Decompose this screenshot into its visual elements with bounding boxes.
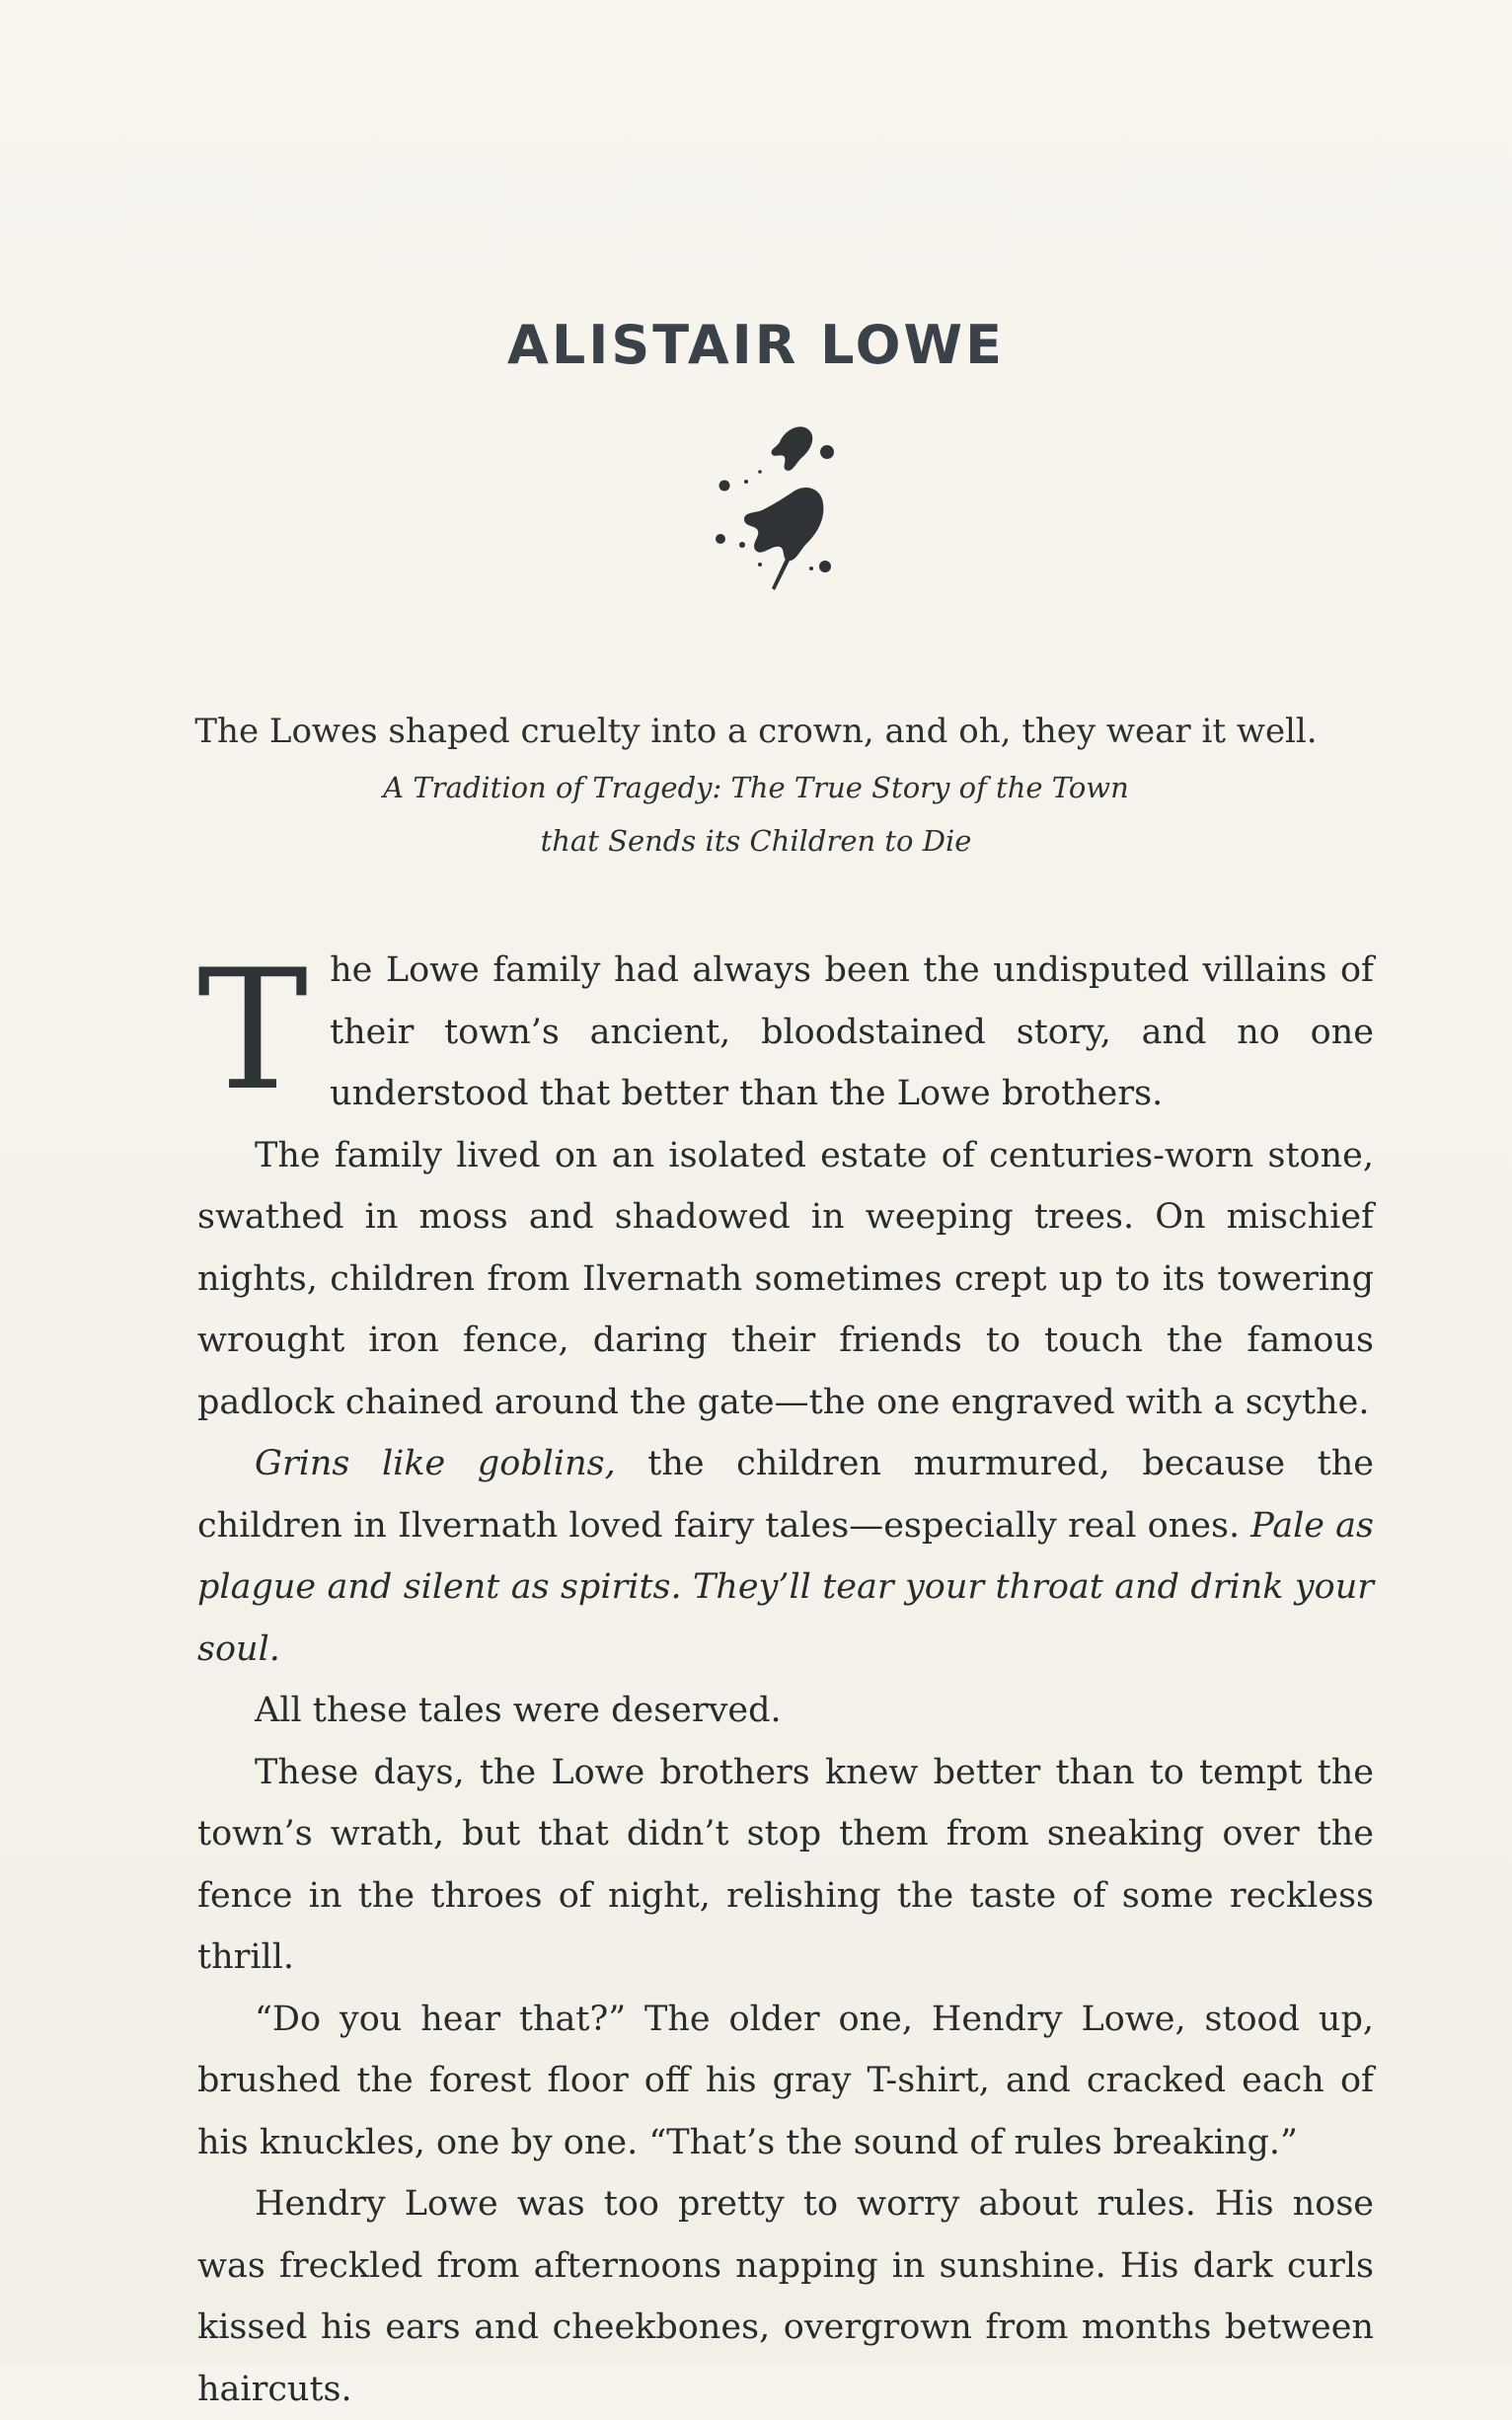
paragraph-3 (197, 1433, 1374, 1680)
ink-splatter-ornament (703, 415, 870, 602)
paragraph-1-text: he Lowe family had always been the undisputed villains of their town’s ancient, bloodstained story, and no one understood that better than the Lowe brothers. (330, 950, 1374, 1113)
chapter-body (197, 934, 1374, 2420)
paragraph-7: Hendry Lowe was too pretty to worry about rules. His nose was freckled from afternoons napping in sunshine. His dark curls kissed his ears and cheekbones, overgrown from months between haircuts. (197, 2184, 1374, 2409)
chapter-title: ALISTAIR LOWE (507, 314, 1005, 376)
paragraph-3-text: the children murmured, because the children in Ilvernath loved fairy tales—especially real ones. (197, 1444, 1374, 1546)
paragraph-2: The family lived on an isolated estate of centuries-worn stone, swathed in moss and shadowed in weeping trees. On mischief nights, children from Ilvernath sometimes crept up to its towering wrought iron fence, daring their friends to touch the famous padlock chained around the gate—the one engraved with a scythe. (197, 1135, 1374, 1422)
paragraph-4: All these tales were deserved. (255, 1691, 782, 1730)
paragraph-1 (197, 934, 1374, 1127)
epigraph-source-line-2: that Sends its Children to Die (540, 824, 972, 858)
paragraph-6: “Do you hear that?” The older one, Hendry Lowe, stood up, brushed the forest floor off his gray T-shirt, and cracked each of his knuckles, one by one. “That’s the sound of rules breaking.” (197, 1999, 1374, 2162)
epigraph (0, 706, 1512, 868)
epigraph-quote: The Lowes shaped cruelty into a crown, and oh, they wear it well. (194, 712, 1318, 751)
paragraph-3-italic-opening: Grins like goblins, (255, 1444, 616, 1483)
epigraph-source-line-1: A Tradition of Tragedy: The True Story of the Town (383, 771, 1129, 804)
paragraph-3-italic-closing: Pale as plague and silent as spirits. They’ll tear your throat and drink your soul. (197, 1505, 1374, 1669)
drop-cap: T (197, 934, 309, 1127)
paragraph-5: These days, the Lowe brothers knew better than to tempt the town’s wrath, but that didn’t stop them from sneaking over the fence in the throes of night, relishing the taste of some reckless thrill. (197, 1752, 1374, 1977)
